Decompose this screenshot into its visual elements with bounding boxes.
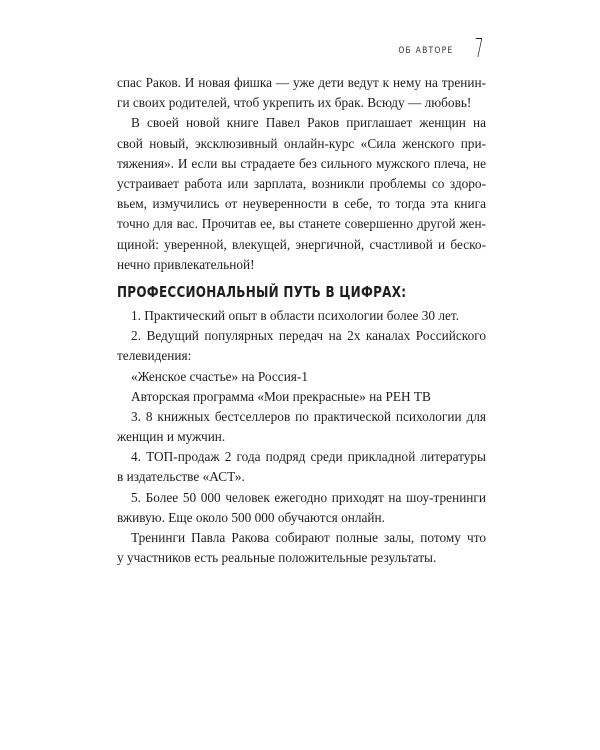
list-item-continuation: телевидения: [117, 348, 192, 364]
body-text [117, 73, 486, 568]
text-line: щиной: уверенной, влекущей, энергичной, счастливой и беско- [117, 236, 486, 252]
list-item: 2. Ведущий популярных передач на 2х каналах Российского [131, 328, 486, 344]
text-line: свой новый, эксклюзивный онлайн-курс «Сила женского при- [117, 135, 486, 151]
list-item: 5. Более 50 000 человек ежегодно приходят на шоу-тренинги [131, 489, 486, 505]
section-heading: ПРОФЕССИОНАЛЬНЫЙ ПУТЬ В ЦИФРАХ: [117, 282, 407, 301]
text-line: нечно привлекательной! [117, 256, 255, 272]
text-line: спас Раков. И новая фишка — уже дети ведут к нему на тренин- [117, 75, 486, 90]
text-line: тяжения». И если вы страдаете без сильного мужского плеча, не [117, 155, 486, 171]
list-item: 1. Практический опыт в области психологии более 30 лет. [131, 307, 460, 323]
list-item: 4. ТОП-продаж 2 года подряд среди прикладной литературы [131, 449, 486, 465]
text-line: ги своих родителей, чтоб укрепить их брак. Всюду — любовь! [117, 95, 472, 111]
text-line: В своей новой книге Павел Раков приглашает женщин на [131, 115, 486, 131]
text-line: у участников есть реальные положительные результаты. [117, 550, 437, 566]
list-item-continuation: Авторская программа «Мои прекрасные» на РЕН ТВ [131, 388, 431, 404]
list-item-continuation: женщин и мужчин. [117, 429, 226, 445]
page-number: 7 [474, 34, 484, 64]
list-item-continuation: вживую. Еще около 500 000 обучаются онлайн. [117, 509, 385, 525]
text-line: устраивает работа или зарплата, возникли проблемы со здоро- [117, 175, 486, 191]
text-line: Тренинги Павла Ракова собирают полные залы, потому что [131, 530, 486, 546]
list-item-continuation: «Женское счастье» на Россия-1 [131, 368, 309, 384]
section-title: ОБ АВТОРЕ [398, 46, 454, 56]
list-item: 3. 8 книжных бестселлеров по практической психологии для [131, 408, 486, 424]
running-header [398, 36, 484, 62]
text-line: точно для вас. Прочитав ее, вы станете совершенно другой жен- [117, 216, 486, 232]
text-line: вьем, измучились от неуверенности в себе, то тогда эта книга [117, 196, 486, 212]
list-item-continuation: в издательстве «АСТ». [117, 469, 245, 485]
